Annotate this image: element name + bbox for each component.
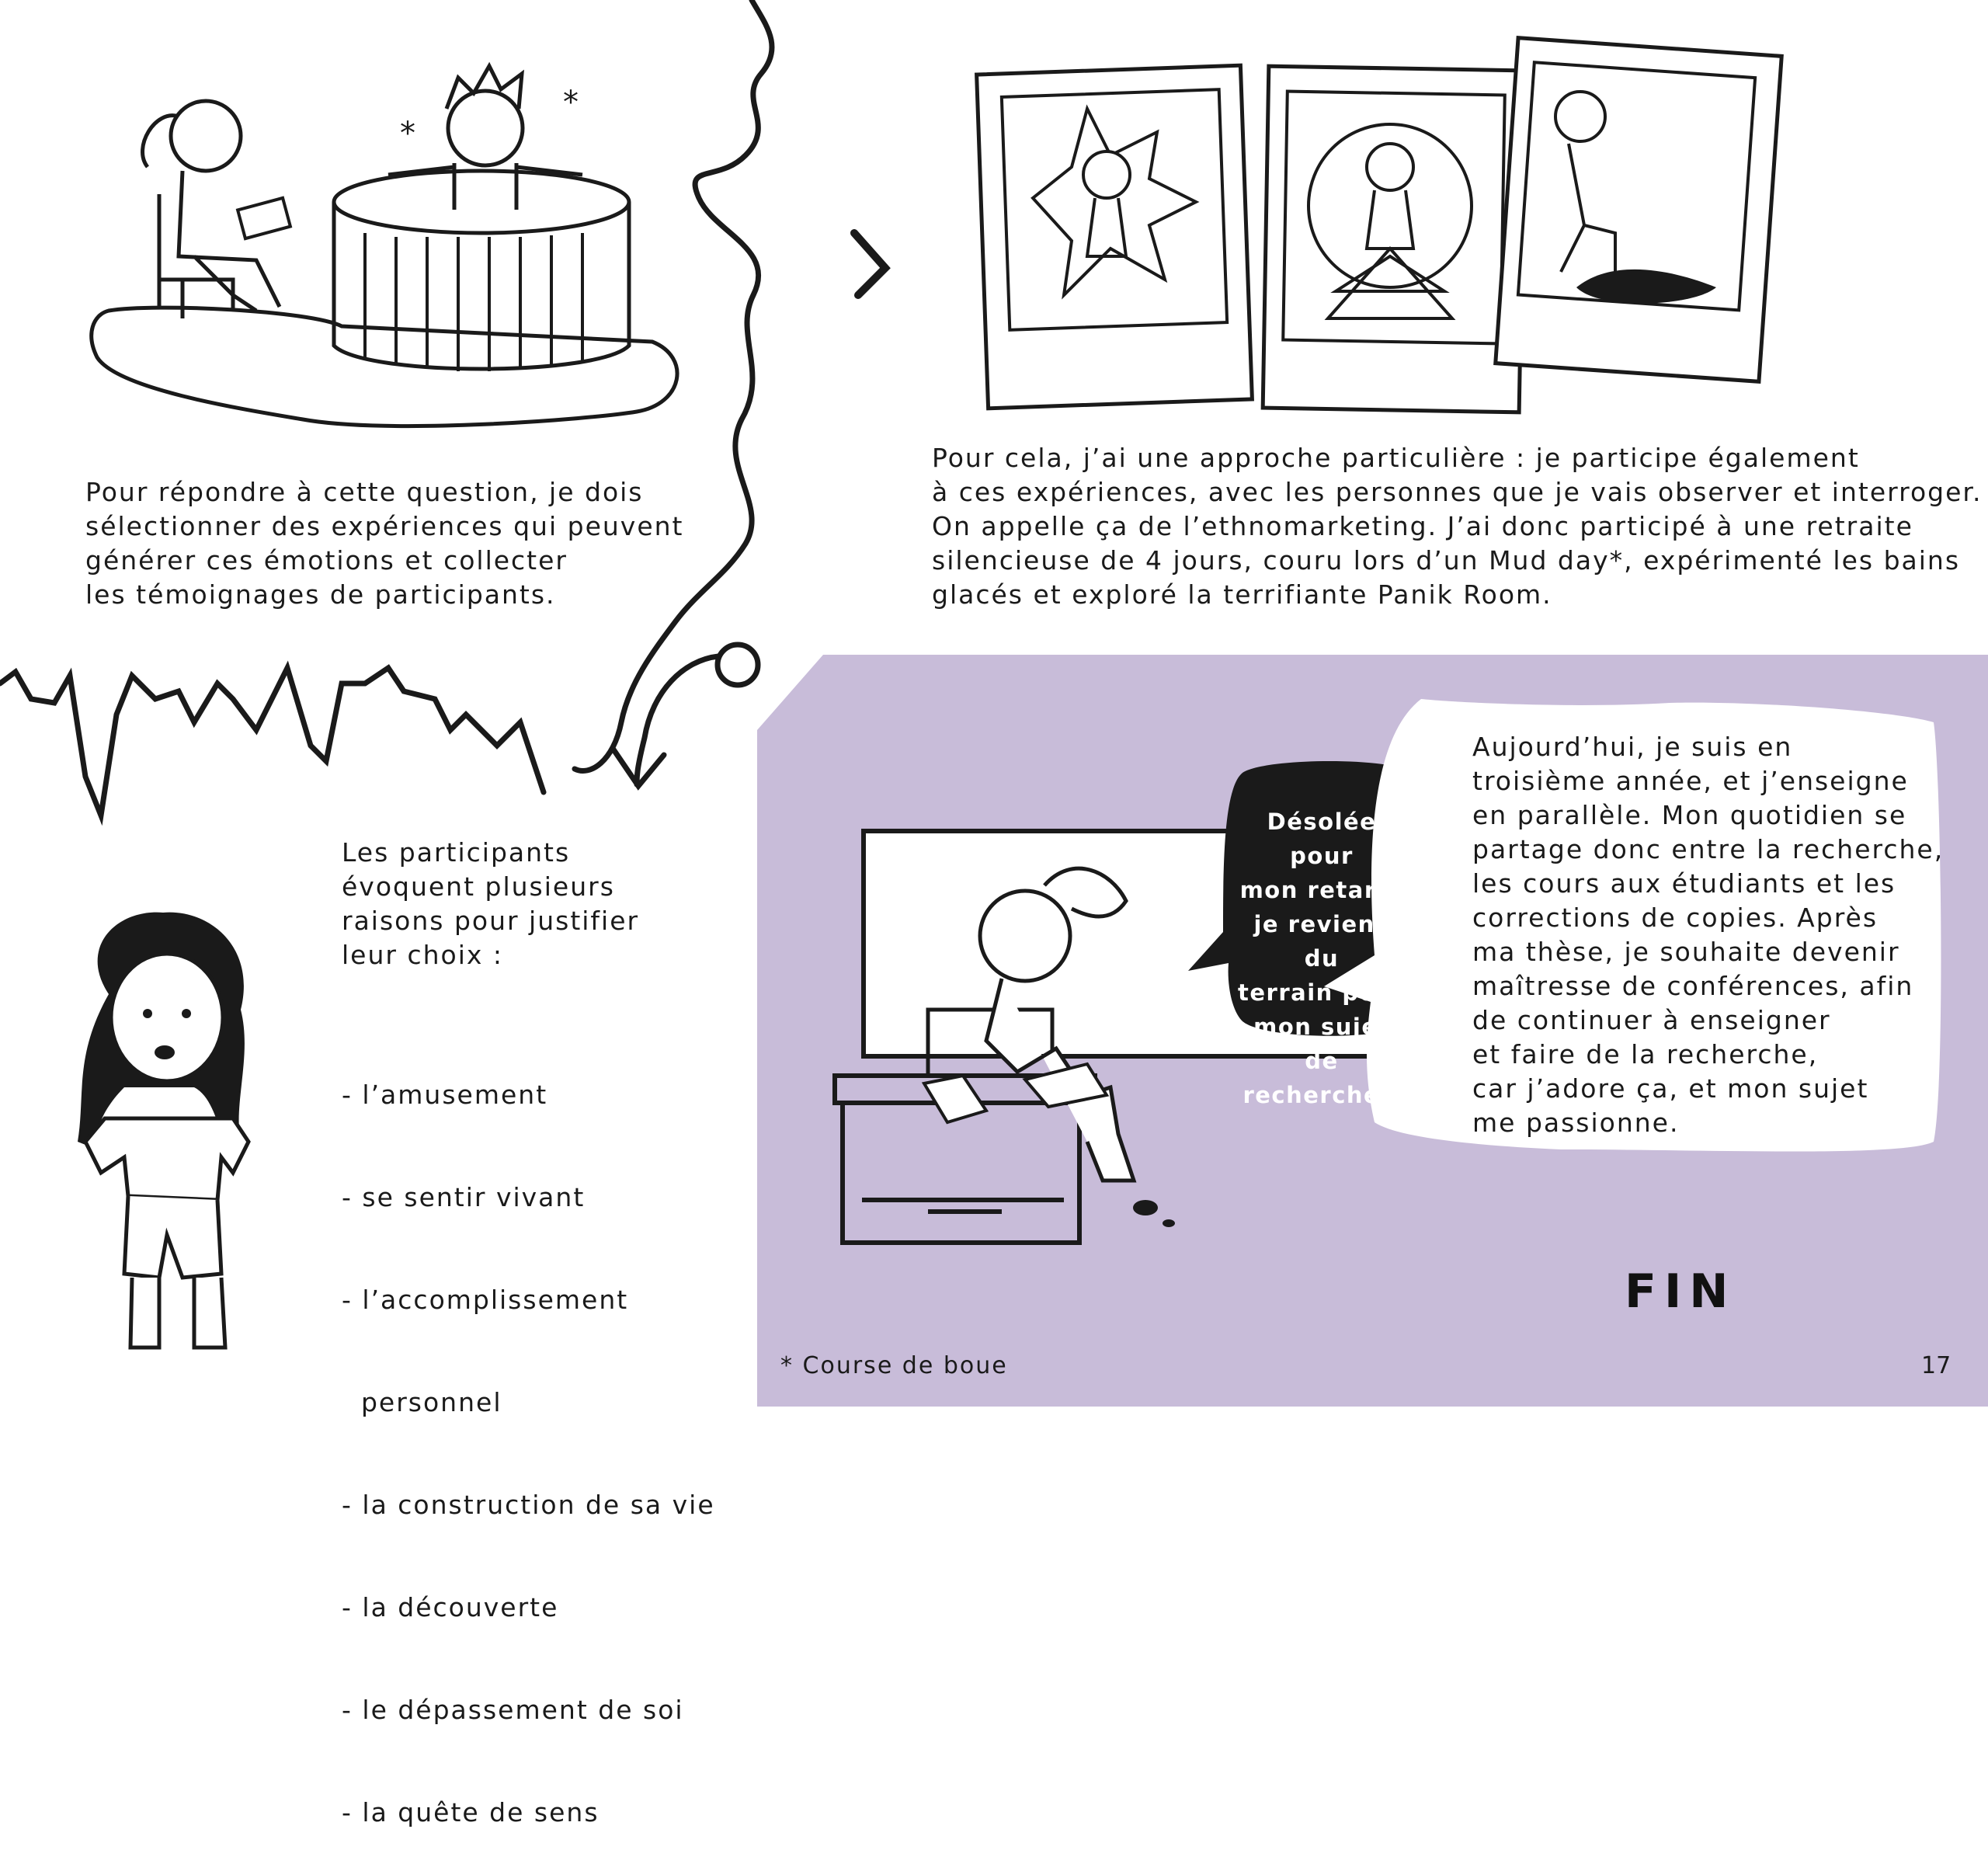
approach-text: Pour cela, j’ai une approche particulière : je participe également à ces expériences, avec les personnes que je vais observer et interroger. On appelle ça de l’ethnomarketing. J’ai donc participé à une retraite silencieuse de 4 jours, couru lors d’un Mud day*, expérimenté les bains glacés et exploré la terrifiante Panik Room. bbox=[932, 443, 1983, 610]
girl-face bbox=[111, 954, 223, 1081]
footnote: * Course de boue bbox=[780, 1352, 1008, 1379]
boy-head bbox=[448, 91, 523, 165]
today-text: Aujourd’hui, je suis en troisième année, et j’enseigne en parallèle. Mon quotidien se partage donc entre la recherche, les cours aux étudiants et les corrections de copies. Après ma thèse, je souhaite devenir maîtresse de conférences, afin de continuer à enseigner et faire de la recherche, car j’adore ça, et mon sujet me passionne. bbox=[1472, 732, 1945, 1138]
curved-arrow bbox=[637, 656, 718, 784]
floor-blob bbox=[92, 308, 677, 426]
tub-top bbox=[334, 171, 629, 233]
polaroid-1 bbox=[977, 65, 1253, 409]
reasons-list bbox=[342, 1010, 715, 1864]
girl-shirt bbox=[85, 1118, 248, 1200]
teacher-head bbox=[980, 891, 1070, 981]
chevron-arrow bbox=[854, 233, 885, 295]
wavy-divider bbox=[0, 0, 772, 816]
notebook bbox=[238, 198, 290, 238]
list-item: - l’amusement bbox=[342, 1080, 548, 1110]
page-number: 17 bbox=[1921, 1352, 1952, 1379]
loop-circle bbox=[718, 645, 758, 685]
participants-intro: Les participants évoquent plusieurs raisons pour justifier leur choix : bbox=[342, 837, 640, 970]
polaroid-2 bbox=[1263, 66, 1525, 412]
list-item: - la découverte bbox=[342, 1592, 559, 1622]
list-item: - l’accomplissement bbox=[342, 1285, 629, 1315]
star-mark-right: * bbox=[563, 85, 579, 120]
list-item: - la construction de sa vie bbox=[342, 1490, 715, 1520]
girl-head bbox=[171, 101, 241, 171]
girl-boots bbox=[130, 1278, 225, 1348]
end-label: FIN bbox=[1625, 1264, 1736, 1319]
girl-body bbox=[179, 171, 280, 311]
speech-bubble-text: Désolée pour mon retard, je reviens du terrain pour mon sujet de recherche ! bbox=[1237, 809, 1406, 1108]
tub-slats bbox=[365, 233, 582, 371]
list-item: - se sentir vivant bbox=[342, 1182, 586, 1212]
intro-text: Pour répondre à cette question, je dois sélectionner des expériences qui peuvent générer ces émotions et collecter les témoignages de participants. bbox=[85, 477, 684, 610]
list-item: - le dépassement de soi bbox=[342, 1695, 684, 1725]
polaroid-3 bbox=[1496, 38, 1781, 382]
girl-shorts bbox=[124, 1196, 221, 1278]
star-mark-left: * bbox=[400, 116, 415, 151]
list-item: personnel bbox=[342, 1387, 502, 1417]
list-item: - la quête de sens bbox=[342, 1797, 600, 1827]
